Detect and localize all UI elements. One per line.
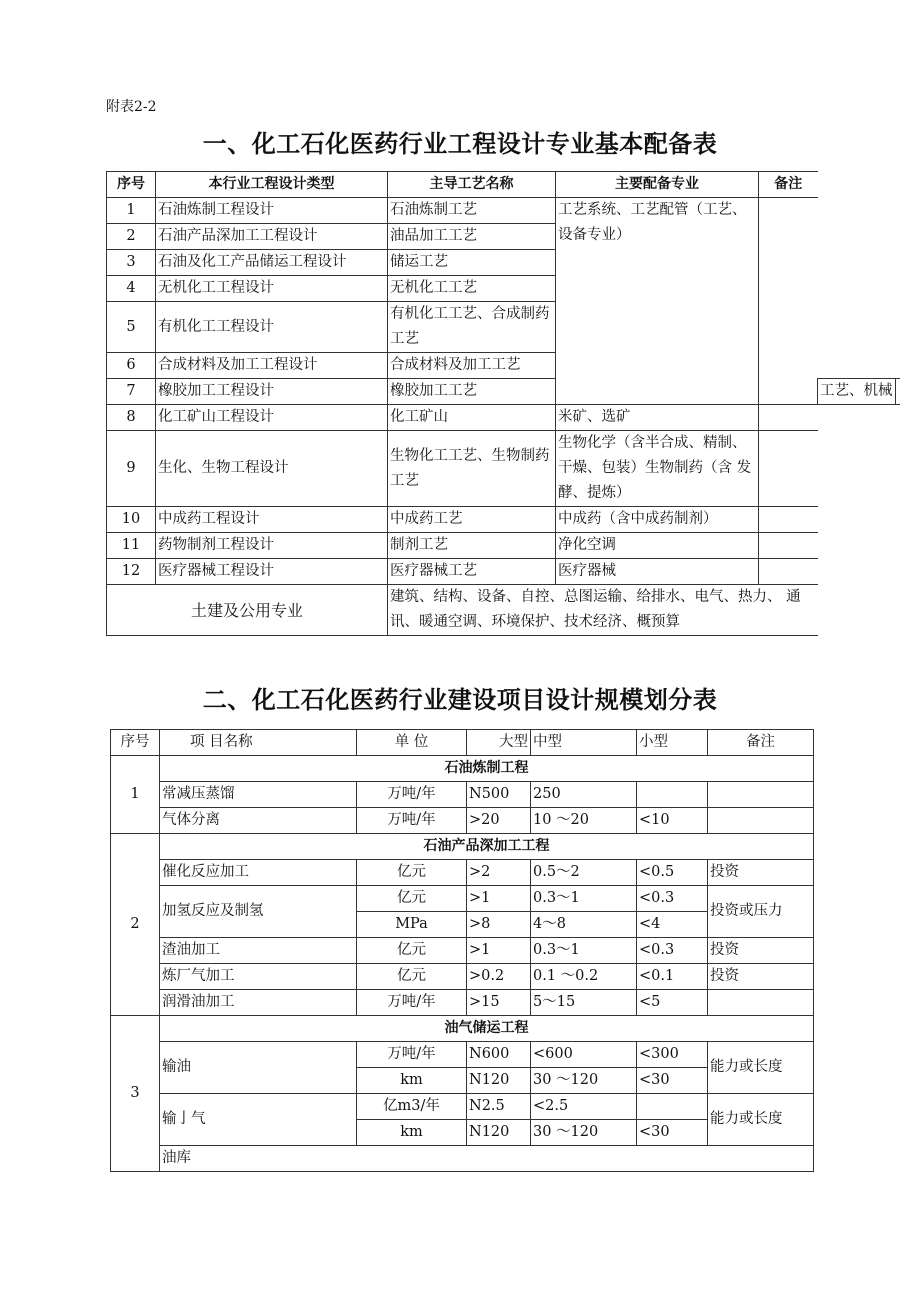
header-design-type: 本行业工程设计类型 — [156, 172, 388, 198]
row-process: 石油炼制工艺 — [388, 198, 556, 224]
item-remark — [708, 990, 814, 1016]
item-unit: km — [357, 1068, 467, 1094]
row-major: 净化空调 — [556, 533, 759, 559]
table-row — [111, 782, 814, 808]
table2-title: 二、化工石化医药行业建设项目设计规模划分表 — [202, 686, 718, 714]
row-remark — [759, 533, 818, 559]
row-type: 医疗器械工程设计 — [156, 559, 388, 585]
row-process: 橡胶加工工艺 — [388, 379, 556, 405]
section-no: 3 — [111, 1016, 160, 1172]
section-no: 2 — [111, 834, 160, 1016]
table-row — [107, 405, 900, 431]
section-no: 1 — [111, 756, 160, 834]
table-row — [107, 198, 900, 224]
row-no: 2 — [107, 224, 156, 250]
row-no: 7 — [107, 379, 156, 405]
table-row — [107, 431, 900, 507]
header-medium: 中型 — [531, 730, 637, 756]
row-remark — [759, 198, 818, 405]
item-name: 渣油加工 — [160, 938, 357, 964]
item-small: <0.1 — [637, 964, 708, 990]
table-row — [111, 1042, 814, 1068]
row-type: 药物制剂工程设计 — [156, 533, 388, 559]
item-large: N2.5 — [467, 1094, 531, 1120]
row-no: 11 — [107, 533, 156, 559]
item-medium: 0.1 ～0.2 — [531, 964, 637, 990]
table-row — [107, 533, 900, 559]
row-process: 合成材料及加工工艺 — [388, 353, 556, 379]
table-row — [111, 860, 814, 886]
row-remark — [759, 507, 818, 533]
item-small — [637, 1094, 708, 1120]
section-row — [111, 1016, 814, 1042]
design-staffing-table — [106, 171, 900, 636]
header-small: 小型 — [637, 730, 708, 756]
item-large: N120 — [467, 1120, 531, 1146]
item-remark: 投资 — [708, 964, 814, 990]
item-remark: 能力或长度 — [708, 1042, 814, 1094]
item-name: 润滑油加工 — [160, 990, 357, 1016]
row-type: 生化、生物工程设计 — [156, 431, 388, 507]
table-row — [111, 808, 814, 834]
section-row — [111, 756, 814, 782]
row-remark — [759, 405, 818, 431]
item-small: <30 — [637, 1120, 708, 1146]
row-no: 9 — [107, 431, 156, 507]
row-no: 1 — [107, 198, 156, 224]
row-type: 合成材料及加工工程设计 — [156, 353, 388, 379]
table1-title: 一、化工石化医药行业工程设计专业基本配备表 — [202, 130, 718, 158]
item-unit: km — [357, 1120, 467, 1146]
header-major: 主要配备专业 — [556, 172, 759, 198]
item-medium: 5～15 — [531, 990, 637, 1016]
table-row — [111, 938, 814, 964]
item-remark — [708, 782, 814, 808]
group-major-1-6: 工艺系统、工艺配管（工艺、 设备专业） — [556, 198, 759, 405]
header-remark: 备注 — [708, 730, 814, 756]
row-major: 生物化学（含半合成、精制、 干燥、包装）生物制药（含 发酵、提炼） — [556, 431, 759, 507]
item-medium: 0.3～1 — [531, 938, 637, 964]
table-row — [107, 559, 900, 585]
item-unit: 万吨/年 — [357, 1042, 467, 1068]
row-type: 中成药工程设计 — [156, 507, 388, 533]
item-large: N120 — [467, 1068, 531, 1094]
item-small: <0.5 — [637, 860, 708, 886]
item-small: <4 — [637, 912, 708, 938]
item-unit: 亿元 — [357, 964, 467, 990]
item-large: >20 — [467, 808, 531, 834]
item-name: 常减压蒸馏 — [160, 782, 357, 808]
row-remark — [759, 559, 818, 585]
table-row — [111, 1146, 814, 1172]
section-title: 油气储运工程 — [160, 1016, 814, 1042]
item-name: 催化反应加工 — [160, 860, 357, 886]
row-type: 化工矿山工程设计 — [156, 405, 388, 431]
item-name: 输油 — [160, 1042, 357, 1094]
row-major: 医疗器械 — [556, 559, 759, 585]
header-no: 序号 — [107, 172, 156, 198]
row-type: 石油炼制工程设计 — [156, 198, 388, 224]
header-large: 大型 — [467, 730, 531, 756]
civil-row — [107, 585, 900, 636]
item-large: N600 — [467, 1042, 531, 1068]
item-large: >8 — [467, 912, 531, 938]
section-title: 石油炼制工程 — [160, 756, 814, 782]
item-remark: 投资 — [708, 860, 814, 886]
item-unit: 万吨/年 — [357, 990, 467, 1016]
item-unit: 亿元 — [357, 938, 467, 964]
item-medium: 0.5～2 — [531, 860, 637, 886]
item-small: <0.3 — [637, 938, 708, 964]
table-row — [111, 990, 814, 1016]
row-process: 中成药工艺 — [388, 507, 556, 533]
item-small: <300 — [637, 1042, 708, 1068]
row-process: 化工矿山 — [388, 405, 556, 431]
item-large: >1 — [467, 886, 531, 912]
item-medium: 30 ～120 — [531, 1120, 637, 1146]
header-name: 项 目名称 — [160, 730, 357, 756]
row-no: 5 — [107, 302, 156, 353]
annex-label: 附表2-2 — [106, 99, 157, 115]
item-small — [637, 782, 708, 808]
item-unit: 万吨/年 — [357, 782, 467, 808]
item-unit: 万吨/年 — [357, 808, 467, 834]
table-row — [111, 1094, 814, 1120]
item-name: 油库 — [160, 1146, 814, 1172]
item-unit: 亿m3/年 — [357, 1094, 467, 1120]
item-large: >2 — [467, 860, 531, 886]
item-small: <10 — [637, 808, 708, 834]
scale-classification-table — [110, 729, 814, 1172]
row-remark — [895, 379, 900, 405]
row-type: 石油产品深加工工程设计 — [156, 224, 388, 250]
table-header-row — [107, 172, 900, 198]
header-unit: 单 位 — [357, 730, 467, 756]
row-major: 工艺、机械 — [818, 379, 896, 405]
row-process: 无机化工工艺 — [388, 276, 556, 302]
section-title: 石油产品深加工工程 — [160, 834, 814, 860]
row-type: 无机化工工程设计 — [156, 276, 388, 302]
item-small: <30 — [637, 1068, 708, 1094]
row-no: 6 — [107, 353, 156, 379]
item-remark: 投资 — [708, 938, 814, 964]
civil-majors: 建筑、结构、设备、自控、总图运输、给排水、电气、热力、 通讯、暖通空调、环境保护、技术经济、概预算 — [388, 585, 818, 636]
row-no: 4 — [107, 276, 156, 302]
item-large: >15 — [467, 990, 531, 1016]
item-remark: 能力或长度 — [708, 1094, 814, 1146]
row-major: 中成药（含中成药制剂） — [556, 507, 759, 533]
item-unit: 亿元 — [357, 886, 467, 912]
header-process: 主导工艺名称 — [388, 172, 556, 198]
item-unit: MPa — [357, 912, 467, 938]
item-large: >1 — [467, 938, 531, 964]
row-process: 有机化工工艺、合成制药工艺 — [388, 302, 556, 353]
item-remark — [708, 808, 814, 834]
item-name: 炼厂气加工 — [160, 964, 357, 990]
row-no: 8 — [107, 405, 156, 431]
row-process: 医疗器械工艺 — [388, 559, 556, 585]
table-row — [111, 886, 814, 912]
item-medium: <2.5 — [531, 1094, 637, 1120]
table-row — [111, 964, 814, 990]
header-remark: 备注 — [759, 172, 818, 198]
row-no: 3 — [107, 250, 156, 276]
row-remark — [759, 431, 818, 507]
row-type: 石油及化工产品储运工程设计 — [156, 250, 388, 276]
row-process: 储运工艺 — [388, 250, 556, 276]
header-no: 序号 — [111, 730, 160, 756]
item-large: >0.2 — [467, 964, 531, 990]
item-name: 输亅气 — [160, 1094, 357, 1146]
item-medium: 30 ～120 — [531, 1068, 637, 1094]
row-no: 12 — [107, 559, 156, 585]
table-row — [107, 507, 900, 533]
item-medium: 0.3～1 — [531, 886, 637, 912]
item-unit: 亿元 — [357, 860, 467, 886]
row-major: 米矿、选矿 — [556, 405, 759, 431]
row-type: 有机化工工程设计 — [156, 302, 388, 353]
item-large: N500 — [467, 782, 531, 808]
item-medium: 250 — [531, 782, 637, 808]
section-row — [111, 834, 814, 860]
item-medium: <600 — [531, 1042, 637, 1068]
row-no: 10 — [107, 507, 156, 533]
row-process: 生物化工工艺、生物制药工艺 — [388, 431, 556, 507]
row-process: 制剂工艺 — [388, 533, 556, 559]
item-small: <5 — [637, 990, 708, 1016]
item-medium: 10 ～20 — [531, 808, 637, 834]
civil-label: 土建及公用专业 — [107, 585, 388, 636]
item-remark: 投资或压力 — [708, 886, 814, 938]
table-header-row — [111, 730, 814, 756]
row-process: 油品加工工艺 — [388, 224, 556, 250]
item-name: 气体分离 — [160, 808, 357, 834]
item-name: 加氢反应及制氢 — [160, 886, 357, 938]
item-small: <0.3 — [637, 886, 708, 912]
row-type: 橡胶加工工程设计 — [156, 379, 388, 405]
item-medium: 4～8 — [531, 912, 637, 938]
